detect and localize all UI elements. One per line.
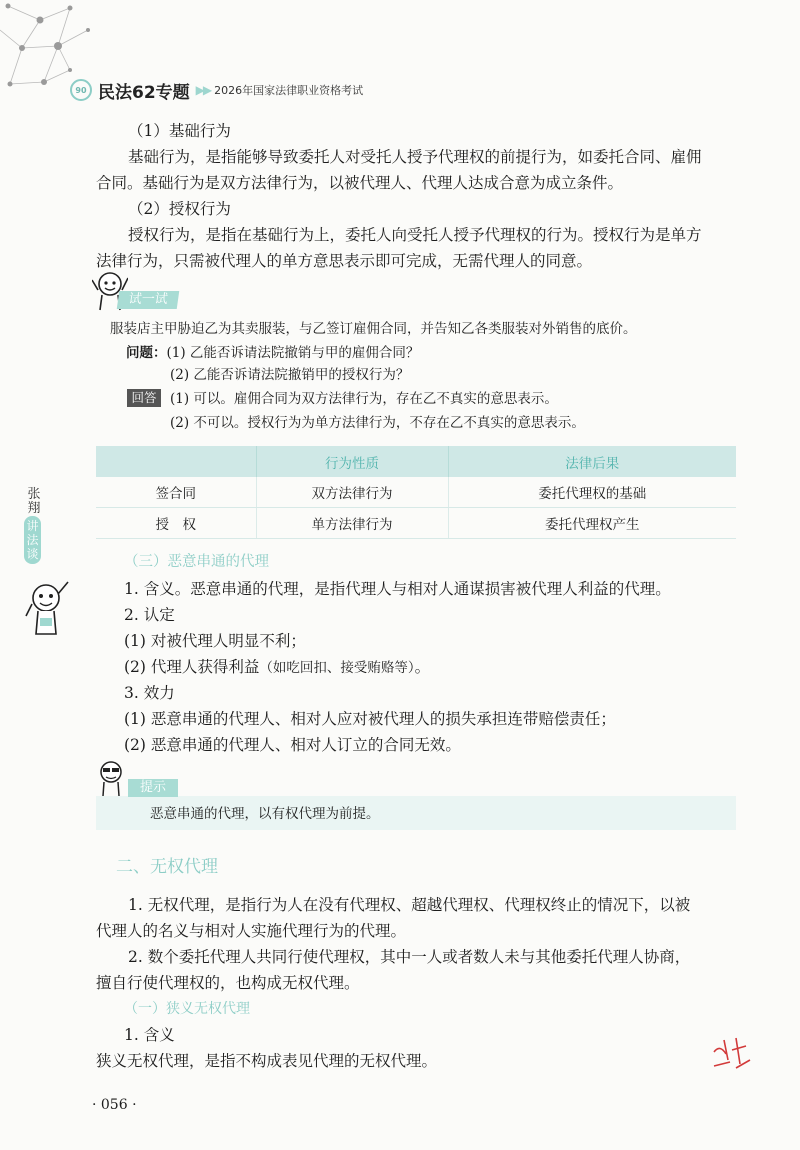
section-title: （三）恶意串通的代理 (124, 554, 269, 570)
question-text: (1) 乙能否诉请法院撤销与甲的雇佣合同？ (166, 345, 420, 361)
try-it-tag: 试一试 (117, 291, 180, 309)
text: (2) 代理人获得利益 (124, 658, 260, 676)
paragraph-line: 合同。基础行为是双方法律行为，以被代理人、代理人达成合意为成立条件。 (96, 174, 624, 192)
paragraph-line: 2. 数个委托代理人共同行使代理权，其中一人或者数人未与其他委托代理人协商， (128, 948, 691, 966)
paragraph-line: 3. 效力 (124, 684, 175, 702)
text: 。 (414, 658, 431, 676)
table-header-cell: 法律后果 (448, 446, 736, 477)
table-header-cell (96, 446, 256, 477)
note: （如吃回扣、接受贿赂等） (259, 660, 415, 676)
paragraph-line (124, 656, 430, 679)
paragraph-line: 2. 认定 (124, 606, 175, 624)
paragraph-line: 1. 含义 (124, 1026, 175, 1044)
table-header-cell: 行为性质 (256, 446, 448, 477)
mascot-icon (24, 580, 72, 638)
heading-basic-act: （1）基础行为 (128, 122, 231, 140)
answer-2: (2) 不可以。授权行为为单方法律行为，不存在乙不真实的意思表示。 (170, 415, 585, 431)
answer-tag: 回答 (127, 389, 161, 407)
table-cell: 委托代理权的基础 (448, 477, 736, 508)
question-1 (126, 342, 419, 364)
table-row (96, 508, 736, 539)
sidebar-author-name: 张翔 (27, 487, 41, 516)
table-header-row (96, 446, 736, 477)
sidebar-tag: 讲法谈 (24, 516, 41, 564)
exam-name: 2026年国家法律职业资格考试 (214, 84, 364, 97)
running-header (70, 78, 363, 102)
paragraph-line: 1. 无权代理，是指行为人在没有代理权、超越代理权、代理权终止的情况下，以被 (128, 896, 691, 914)
table-cell: 单方法律行为 (256, 508, 448, 539)
tip-tag: 提示 (128, 779, 178, 797)
answer-1: (1) 可以。雇佣合同为双方法律行为，存在乙不真实的意思表示。 (170, 391, 558, 407)
paragraph-line: (1) 对被代理人明显不利； (124, 632, 306, 650)
paragraph-line: 1. 含义。恶意串通的代理，是指代理人与相对人通谋损害被代理人利益的代理。 (124, 580, 671, 598)
paragraph-line: 狭义无权代理，是指不构成表见代理的无权代理。 (96, 1052, 438, 1070)
question-label: 问题： (126, 345, 167, 361)
table-cell: 双方法律行为 (256, 477, 448, 508)
mascot-icon (94, 758, 128, 798)
comparison-table (96, 446, 736, 539)
paragraph-line: 擅自行使代理权的，也构成无权代理。 (96, 974, 360, 992)
table-row (96, 477, 736, 508)
paragraph-line: (2) 恶意串通的代理人、相对人订立的合同无效。 (124, 736, 461, 754)
book-title: 民法62专题 (98, 82, 190, 103)
book-logo-icon: 90 (70, 79, 92, 101)
double-arrow-icon: ▶▶ (195, 83, 211, 97)
paragraph-line: 法律行为，只需被代理人的单方意思表示即可完成，无需代理人的同意。 (96, 252, 593, 270)
table-cell: 授 权 (96, 508, 256, 539)
chapter-title: 二、无权代理 (116, 857, 218, 877)
table-cell: 委托代理权产生 (448, 508, 736, 539)
tip-text: 恶意串通的代理，以有权代理为前提。 (150, 806, 380, 822)
section-title: （一）狭义无权代理 (124, 1001, 250, 1017)
paragraph-line: 授权行为，是指在基础行为上，委托人向受托人授予代理权的行为。授权行为是单方 (128, 226, 702, 244)
paragraph-line: 代理人的名义与相对人实施代理行为的代理。 (96, 922, 407, 940)
heading-authorization-act: （2）授权行为 (128, 200, 231, 218)
case-description: 服装店主甲胁迫乙为其卖服装，与乙签订雇佣合同，并告知乙各类服装对外销售的底价。 (110, 321, 637, 337)
question-2: (2) 乙能否诉请法院撤销甲的授权行为？ (170, 367, 410, 383)
page-number: · 056 · (92, 1097, 137, 1113)
stamp-icon (706, 1030, 756, 1080)
paragraph-line: 基础行为，是指能够导致委托人对受托人授予代理权的前提行为，如委托合同、雇佣 (128, 148, 702, 166)
paragraph-line: (1) 恶意串通的代理人、相对人应对被代理人的损失承担连带赔偿责任； (124, 710, 616, 728)
table-cell: 签合同 (96, 477, 256, 508)
